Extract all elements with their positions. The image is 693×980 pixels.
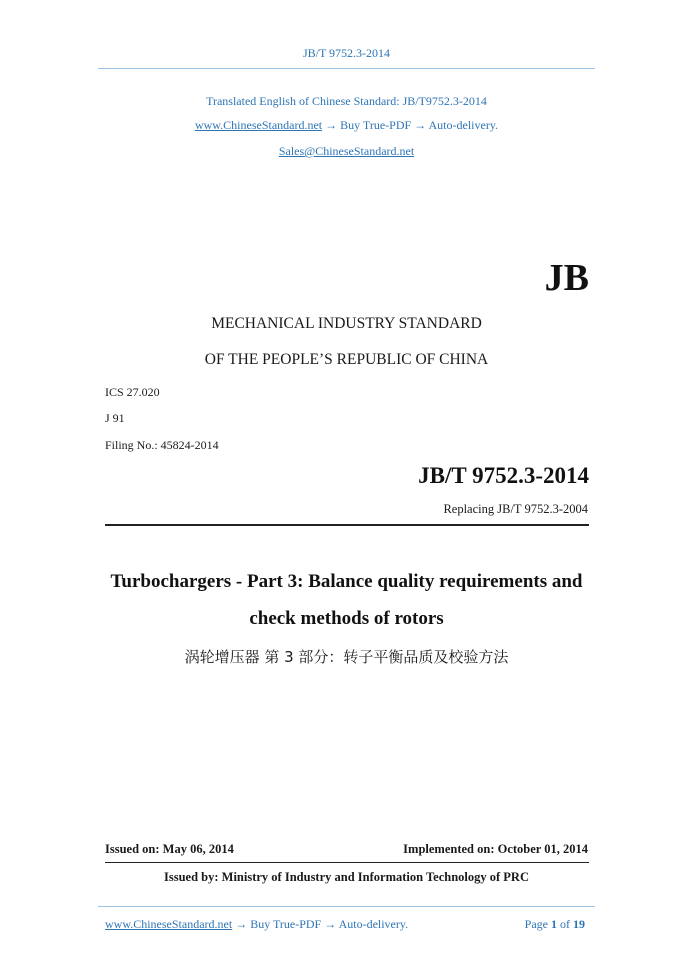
email-link[interactable]: Sales@ChineseStandard.net: [278, 144, 415, 158]
footer-promo-text: → Buy True-PDF → Auto-delivery.: [232, 917, 409, 931]
promo-line: [0, 118, 693, 133]
page-prefix: Page: [524, 917, 548, 931]
promo-text: → Buy True-PDF → Auto-delivery.: [322, 118, 499, 132]
issued-date: Issued on: May 06, 2014: [105, 842, 234, 856]
translated-line: Translated English of Chinese Standard: JB/T9752.3-2014: [206, 94, 487, 108]
implemented-date: Implemented on: October 01, 2014: [403, 842, 588, 856]
footer-promo: [105, 917, 408, 932]
ics-code: ICS 27.020: [105, 385, 160, 399]
doc-title-line1: Turbochargers - Part 3: Balance quality requirements and: [110, 571, 583, 592]
issuer: Issued by: Ministry of Industry and Information Technology of PRC: [164, 870, 529, 884]
page-of: of: [560, 917, 570, 931]
site-link[interactable]: www.ChineseStandard.net: [194, 118, 323, 132]
ccs-code: J 91: [105, 411, 125, 425]
header-rule: [98, 68, 595, 69]
dates-rule: [105, 862, 589, 863]
standard-title-line2: OF THE PEOPLE’S REPUBLIC OF CHINA: [204, 351, 489, 368]
standard-title-line1: MECHANICAL INDUSTRY STANDARD: [211, 315, 482, 332]
page-total: 19: [573, 917, 585, 931]
jb-logo: JB: [544, 257, 589, 299]
doc-title-chinese: 涡轮增压器 第 3 部分：转子平衡品质及校验方法: [184, 648, 509, 666]
footer-site-link[interactable]: www.ChineseStandard.net: [105, 917, 233, 931]
running-header: JB/T 9752.3-2014: [302, 46, 391, 60]
replacing-note: Replacing JB/T 9752.3-2004: [443, 502, 588, 516]
standard-number: JB/T 9752.3-2014: [418, 463, 589, 488]
title-rule: [105, 524, 589, 526]
page-number: 1: [551, 917, 557, 931]
filing-number: Filing No.: 45824-2014: [105, 438, 219, 452]
page-indicator: [525, 917, 585, 932]
email-line: [0, 144, 693, 159]
doc-title-line2: check methods of rotors: [249, 608, 444, 629]
footer-rule: [98, 906, 595, 907]
